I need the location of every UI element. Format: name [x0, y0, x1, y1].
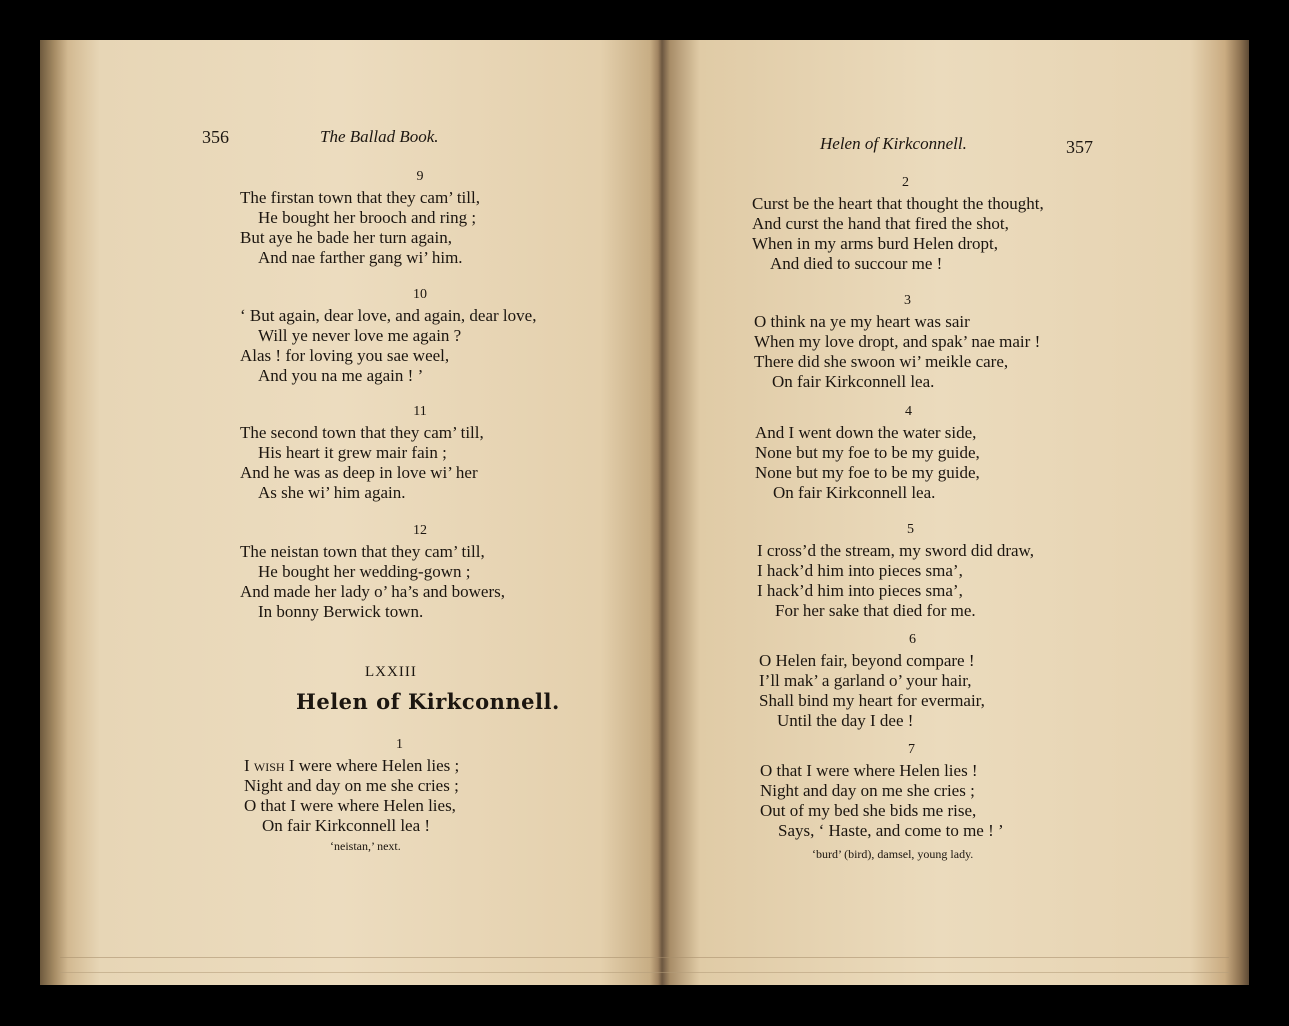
- page-number: 357: [1066, 137, 1093, 157]
- stanza: [757, 520, 1137, 621]
- verse-line: And you na me again ! ’: [258, 366, 424, 385]
- stanza: [752, 173, 1132, 274]
- verse-line: Night and day on me she cries ;: [760, 781, 975, 800]
- stanza-number: 10: [413, 287, 427, 302]
- stanza-number: 6: [909, 632, 916, 647]
- stanza-number: 11: [413, 404, 427, 419]
- open-book: [40, 40, 1249, 985]
- verse-line: Night and day on me she cries ;: [244, 776, 459, 795]
- verse-line: Shall bind my heart for evermair,: [759, 691, 985, 710]
- verse-line: In bonny Berwick town.: [258, 602, 424, 621]
- verse-line: Out of my bed she bids me rise,: [760, 801, 977, 820]
- verse-line: As she wi’ him again.: [258, 483, 406, 502]
- running-head: The Ballad Book.: [320, 127, 439, 146]
- verse-line: I hack’d him into pieces sma’,: [757, 561, 963, 580]
- verse-line: The neistan town that they cam’ till,: [240, 542, 485, 561]
- verse-line: On fair Kirkconnell lea.: [772, 372, 935, 391]
- verse-line: On fair Kirkconnell lea !: [262, 816, 431, 835]
- verse-line: But aye he bade her turn again,: [240, 228, 452, 247]
- verse-line: And made her lady o’ ha’s and bowers,: [240, 582, 505, 601]
- stanza: [755, 402, 1135, 503]
- verse-line: Curst be the heart that thought the thought,: [752, 194, 1044, 213]
- verse-line: And I went down the water side,: [755, 423, 977, 442]
- verse-line: ‘ But again, dear love, and again, dear love,: [240, 306, 537, 325]
- stanza: [240, 167, 600, 268]
- verse-line: And nae farther gang wi’ him.: [258, 248, 463, 267]
- stanza: [760, 740, 1140, 841]
- stanza: [240, 402, 600, 503]
- stanza: [240, 521, 600, 622]
- stanza: [240, 285, 600, 386]
- stanza-number: 4: [905, 404, 912, 419]
- verse-line: None but my foe to be my guide,: [755, 463, 980, 482]
- verse-line: O Helen fair, beyond compare !: [759, 651, 975, 670]
- verse-line: On fair Kirkconnell lea.: [773, 483, 936, 502]
- verse-line: I hack’d him into pieces sma’,: [757, 581, 963, 600]
- drop-word: I wish: [244, 756, 285, 775]
- stanza-number: 9: [416, 169, 424, 184]
- footnote: ‘burd’ (bird), damsel, young lady.: [812, 847, 974, 861]
- footnote: ‘neistan,’ next.: [330, 839, 401, 853]
- stanza: [754, 291, 1134, 392]
- stanza: [244, 735, 584, 836]
- verse-line: Until the day I dee !: [777, 711, 914, 730]
- stanza-number: 2: [902, 175, 909, 190]
- verse-line: I cross’d the stream, my sword did draw,: [757, 541, 1034, 560]
- verse-line: For her sake that died for me.: [775, 601, 976, 620]
- verse-line: Alas ! for loving you sae weel,: [240, 346, 450, 365]
- verse-line: The second town that they cam’ till,: [240, 423, 484, 442]
- left-page: [40, 40, 660, 985]
- verse-line: O that I were where Helen lies,: [244, 796, 456, 815]
- stanza-number: 12: [413, 523, 427, 538]
- verse-line: When in my arms burd Helen dropt,: [752, 234, 998, 253]
- page-number: 356: [202, 127, 229, 147]
- verse-line: And he was as deep in love wi’ her: [240, 463, 478, 482]
- ballad-number: LXXIII: [365, 664, 417, 680]
- verse-line: There did she swoon wi’ meikle care,: [754, 352, 1009, 371]
- stanza-number: 3: [904, 293, 911, 308]
- running-head: Helen of Kirkconnell.: [820, 134, 967, 153]
- ballad-title: Helen of Kirkconnell.: [296, 689, 560, 714]
- verse-line-rest: I were where Helen lies ;: [284, 756, 460, 775]
- verse-line: And died to succour me !: [770, 254, 943, 273]
- verse-line: None but my foe to be my guide,: [755, 443, 980, 462]
- verse-line: O think na ye my heart was sair: [754, 312, 970, 331]
- stanza: [759, 630, 1139, 731]
- verse-line: He bought her brooch and ring ;: [258, 208, 477, 227]
- verse-line: His heart it grew mair fain ;: [258, 443, 447, 462]
- verse-line: I’ll mak’ a garland o’ your hair,: [759, 671, 972, 690]
- verse-line: The firstan town that they cam’ till,: [240, 188, 480, 207]
- verse-line: O that I were where Helen lies !: [760, 761, 978, 780]
- verse-line: When my love dropt, and spak’ nae mair !: [754, 332, 1041, 351]
- verse-line: [244, 756, 584, 776]
- verse-line: He bought her wedding-gown ;: [258, 562, 471, 581]
- right-page: [660, 40, 1249, 985]
- verse-line: Says, ‘ Haste, and come to me ! ’: [778, 821, 1004, 840]
- stanza-number: 7: [908, 742, 915, 757]
- stanza-number: 1: [396, 737, 403, 752]
- verse-line: Will ye never love me again ?: [258, 326, 462, 345]
- stanza-number: 5: [907, 522, 914, 537]
- verse-line: And curst the hand that fired the shot,: [752, 214, 1009, 233]
